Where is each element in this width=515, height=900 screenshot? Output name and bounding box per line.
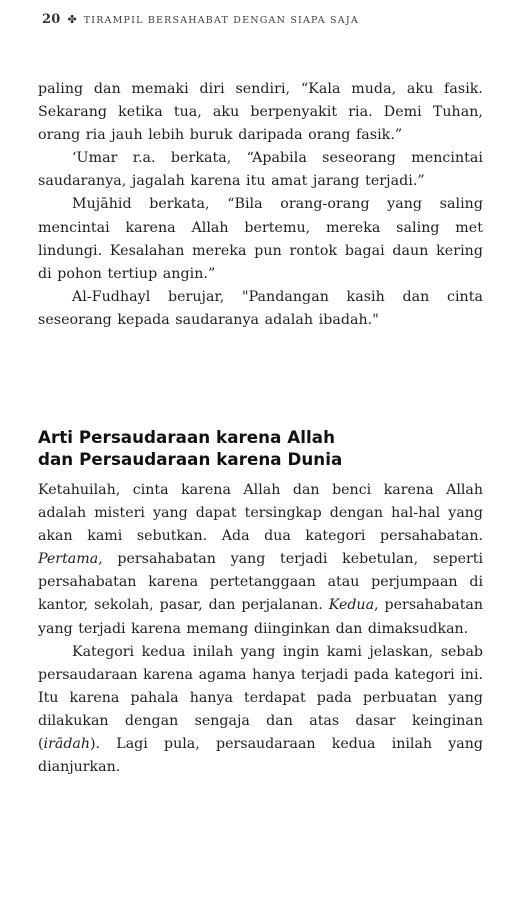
categories-text-part-1: Ketahuilah, cinta karena Allah dan benci karena Allah adalah misteri yang dapat tersingkap dengan hal-hal yang akan kami sebutkan. Ada dua kategori persahabatan. [38,482,483,545]
kedua-italic-term: Kedua [328,597,375,614]
page-number: 20 [42,12,61,27]
section-body [38,479,483,779]
umar-quote-paragraph: ‘Umar r.a. berkata, “Apabila seseorang mencintai saudaranya, jagalah karena itu amat jarang terjadi.” [38,150,483,190]
section-heading [38,426,483,470]
mujahid-quote-paragraph: Mujāhid berkata, “Bila orang-orang yang saling mencintai karena Allah bertemu, mereka saling met lindungi. Kesalahan mereka pun rontok bagai daun kering di pohon tertiup angin.” [38,196,483,282]
section-heading-line-1: Arti Persaudaraan karena Allah [38,427,336,447]
second-category-paragraph [38,641,483,780]
friendship-categories-paragraph [38,479,483,641]
second-category-text-part-2: ). Lagi pula, persaudaraan kedua inilah yang dianjurkan. [38,736,483,776]
fudhayl-quote-paragraph: Al-Fudhayl berujar, "Pandangan kasih dan cinta seseorang kepada saudaranya adalah ibadah." [38,288,483,328]
brotherhood-section [38,426,483,779]
second-category-text-part-1: Kategori kedua inilah yang ingin kami jelaskan, sebab persaudaraan karena agama hanya terjadi pada kategori ini. Itu karena pahala hanya terdapat pada perbuatan yang dilakukan dengan sengaja dan atas dasar keinginan ( [38,643,483,753]
running-header [42,12,472,27]
section-heading-line-2: dan Persaudaraan karena Dunia [38,449,343,469]
running-book-title: TIRAMPIL BERSAHABAT DENGAN SIAPA SAJA [83,15,359,26]
categories-text-part-2: , persahabatan yang terjadi kebetulan, seperti persahabatan karena pertetanggaan atau perjumpaan di kantor, sekolah, pasar, dan perjalanan. [38,551,483,614]
pertama-italic-term: Pertama [38,551,99,568]
top-body-text [38,78,483,332]
categories-text-part-3: , persahabatan yang terjadi karena memang diinginkan dan dimaksudkan. [38,597,483,637]
continued-paragraph: paling dan memaki diri sendiri, “Kala muda, aku fasik. Sekarang ketika tua, aku berpenyakit ria. Demi Tuhan, orang ria jauh lebih buruk daripada orang fasik.” [38,81,483,144]
iradah-italic-term: irādah [43,736,91,753]
flower-ornament-icon: ✤ [67,13,77,26]
